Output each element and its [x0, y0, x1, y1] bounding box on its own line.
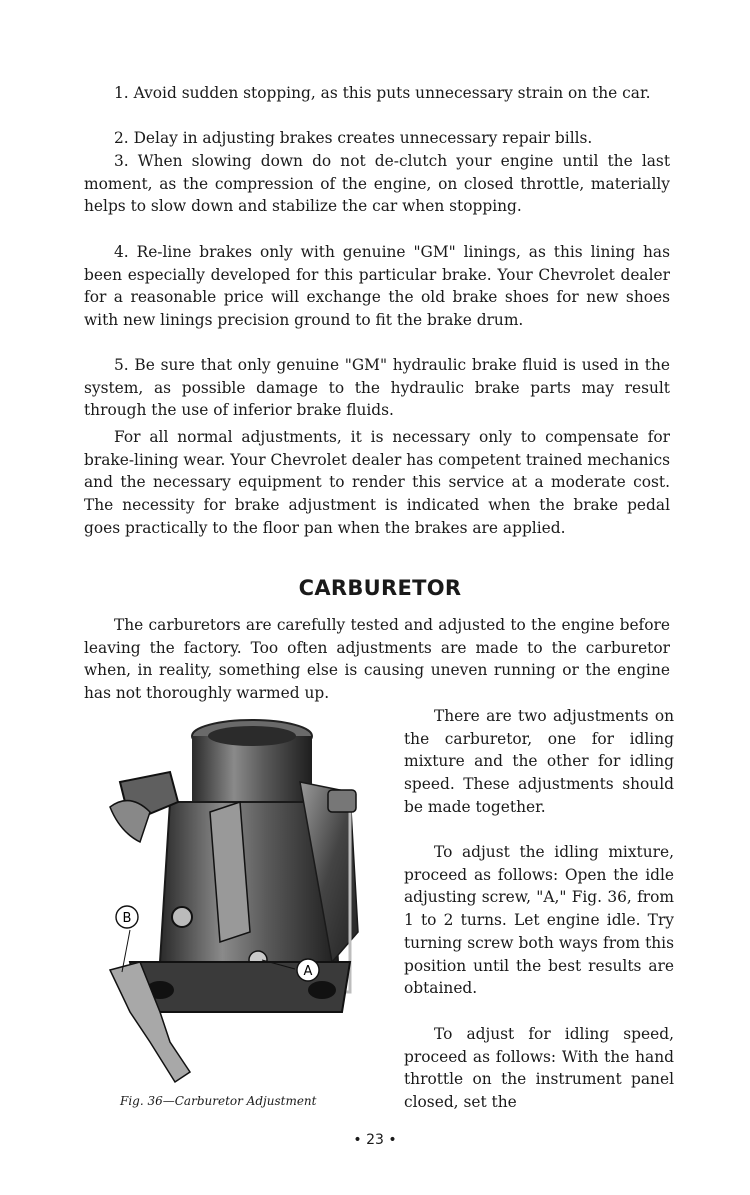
- brake-tip-1: 1. Avoid sudden stopping, as this puts unnecessary strain on the car.: [114, 84, 651, 102]
- brake-tip-4: 4. Re-line brakes only with genuine "GM" linings, as this lining has been especially developed for this particular brake. Your Chevrolet dealer for a reasonable price will exchange the old brake shoes for new shoes with new linings precision ground to fit the brake drum.: [84, 243, 670, 330]
- brake-tip-5: 5. Be sure that only genuine "GM" hydraulic brake fluid is used in the system, as possible damage to the hydraulic brake parts may result through the use of inferior brake fluids.: [84, 356, 670, 420]
- section-heading: CARBURETOR: [298, 576, 462, 600]
- page-number: • 23 •: [353, 1132, 397, 1148]
- callout-a-label: A: [303, 964, 313, 979]
- carburetor-figure: [100, 712, 390, 1090]
- brake-adjustment-paragraph: For all normal adjustments, it is necessary only to compensate for brake-lining wear. Your Chevrolet dealer has competent trained mechanics and the necessary equipment to render this service at a moderate cost. The necessity for brake adjustment is indicated when the brake pedal goes practically to the floor pan when the brakes are applied.: [84, 428, 670, 537]
- callout-b-label: B: [122, 911, 132, 926]
- adjustments-paragraph: There are two adjustments on the carburetor, one for idling mixture and the other for idling speed. These adjustments should be made together.: [404, 707, 674, 816]
- carburetor-illustration: [100, 712, 390, 1090]
- brake-tip-2: 2. Delay in adjusting brakes creates unnecessary repair bills.: [114, 129, 593, 147]
- idling-speed-paragraph: To adjust for idling speed, proceed as follows: With the hand throttle on the instrument panel closed, set the: [404, 1025, 674, 1112]
- figure-caption: Fig. 36—Carburetor Adjustment: [120, 1094, 317, 1108]
- carburetor-intro: The carburetors are carefully tested and adjusted to the engine before leaving the factory. Too often adjustments are made to the carburetor when, in reality, something else is causing uneven running or the engine has not thoroughly warmed up.: [84, 616, 670, 703]
- brake-tip-3: 3. When slowing down do not de-clutch your engine until the last moment, as the compression of the engine, on closed throttle, materially helps to slow down and stabilize the car when stopping.: [84, 152, 670, 216]
- idling-mixture-paragraph: To adjust the idling mixture, proceed as follows: Open the idle adjusting screw, "A," Fig. 36, from 1 to 2 turns. Let engine idle. Try turning screw both ways from this position until the best results are obtained.: [404, 843, 674, 998]
